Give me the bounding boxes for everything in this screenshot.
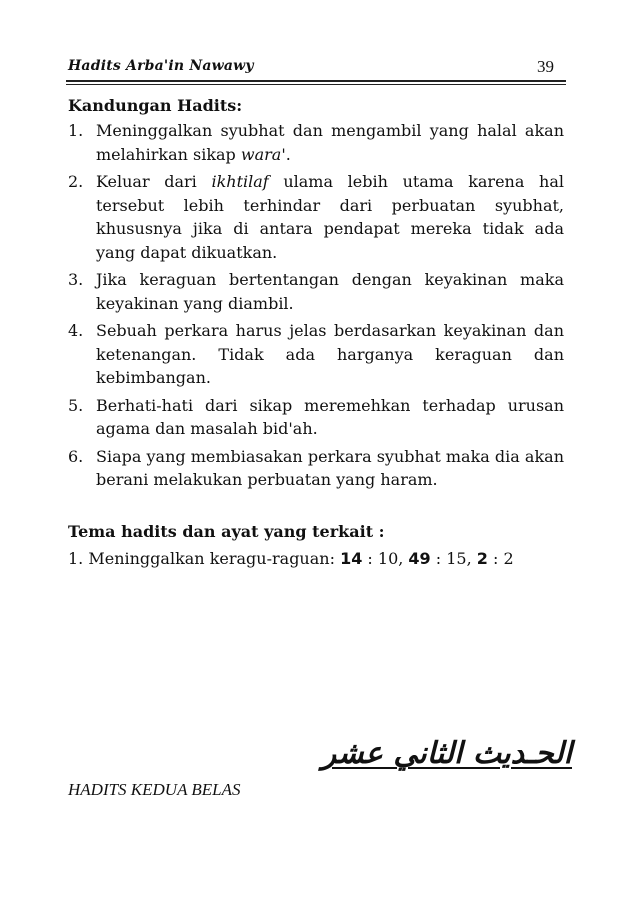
list-item [68,394,564,441]
list-item-text [96,170,564,264]
verse-number: : 10, [362,548,409,568]
item-text-part: Keluar dari [96,172,212,191]
list-item [68,119,564,166]
list-item-number: 4. [68,321,84,340]
list-item-text: Berhati-hati dari sikap meremehkan terhadap urusan agama dan masalah bid'ah. [96,395,564,438]
header-rule-thin [66,84,566,85]
header-rule-thick [66,80,566,82]
running-header [68,56,564,80]
surah-number: 2 [476,548,488,568]
arabic-hadith-title: الحـديث الثاني عشر [321,736,572,771]
item-text-part: ulama lebih utama karena hal tersebut lebih terhindar dari perbuatan syubhat, khususnya jika di antara pendapat mereka tidak ada yang dapat dikuatkan. [96,172,564,262]
page-number: 39 [537,57,554,76]
list-item-number: 2. [68,172,84,191]
list-item-number: 5. [68,395,84,415]
list-item [68,445,564,492]
list-item [68,319,564,390]
list-item [68,268,564,315]
main-content [68,92,564,572]
kandungan-list [68,119,564,492]
reference-prefix: 1. Meninggalkan keragu-raguan: [68,548,341,568]
running-title: Hadits Arba'in Nawawy [68,58,254,74]
verse-number: : 15, [430,548,477,568]
item-text-part: . [285,144,291,164]
item-italic-term: wara' [240,144,286,164]
surah-number: 49 [408,548,431,568]
list-item-number: 3. [68,270,84,289]
list-item [68,170,564,264]
verse-number: : 2 [487,548,514,568]
list-item-number: 1. [68,121,84,140]
section-heading-tema: Tema hadits dan ayat yang terkait : [68,521,385,541]
item-italic-term: ikhtilaf [211,172,269,191]
list-item-text: Siapa yang membiasakan perkara syubhat maka dia akan berani melakukan perbuatan yang haram. [96,446,564,489]
hadith-section-label: HADITS KEDUA BELAS [68,780,241,799]
surah-number: 14 [340,548,363,568]
list-item-text: Sebuah perkara harus jelas berdasarkan keyakinan dan ketenangan. Tidak ada harganya keraguan dan kebimbangan. [96,321,564,387]
list-item-number: 6. [68,446,84,466]
item-text-part: Meninggalkan syubhat dan mengambil yang halal akan melahirkan sikap [96,121,564,164]
reference-line [68,545,564,572]
list-item-text: Jika keraguan bertentangan dengan keyakinan maka keyakinan yang diambil. [96,270,564,313]
section-heading-kandungan: Kandungan Hadits: [68,96,243,115]
list-item-text [96,119,564,166]
